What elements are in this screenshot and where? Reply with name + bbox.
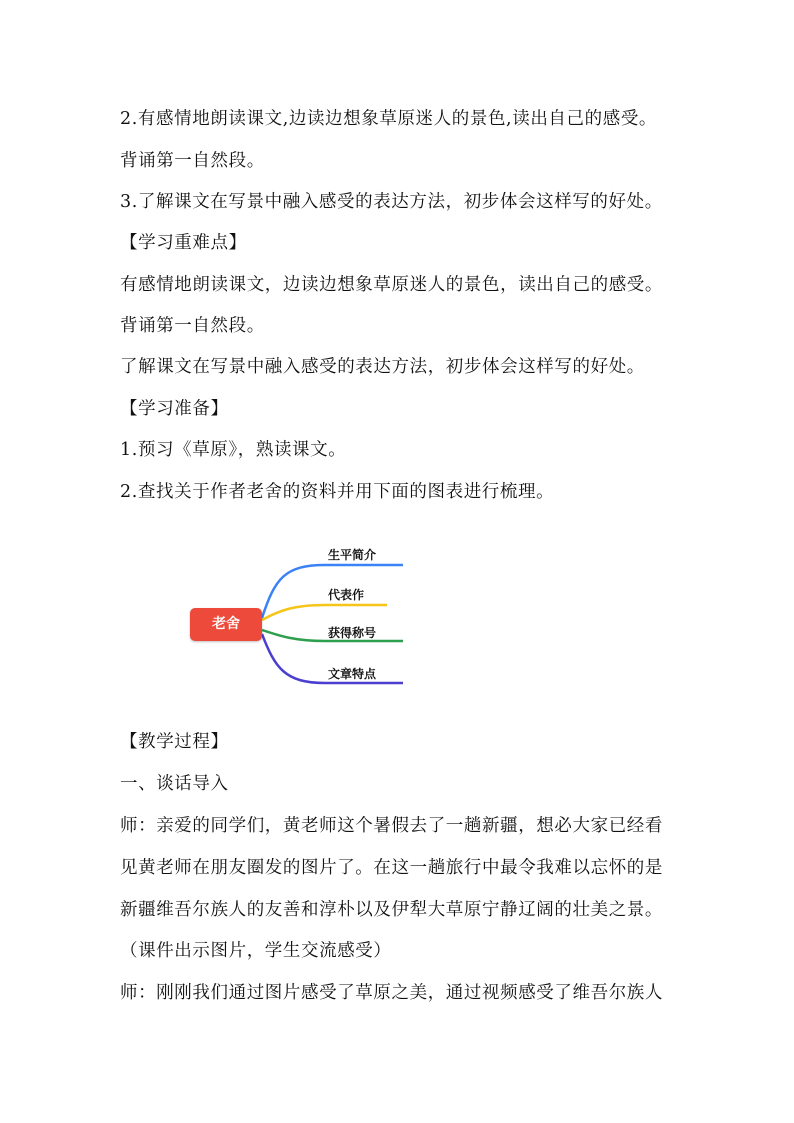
preparation-2: 2.查找关于作者老舍的资料并用下面的图表进行梳理。 [120, 482, 555, 502]
paragraph-line-4: （课件出示图片，学生交流感受） [120, 941, 392, 961]
paragraph-line-2: 见黄老师在朋友圈发的图片了。在这一趟旅行中最令我难以忘怀的是 [120, 858, 663, 878]
section-heading-key-points: 【学习重难点】 [120, 233, 247, 253]
branch-label-masterpieces: 代表作 [328, 588, 365, 602]
mind-map [185, 538, 415, 688]
objective-2-cont: 背诵第一自然段。 [120, 151, 265, 171]
paragraph-line-1: 师：亲爱的同学们，黄老师这个暑假去了一趟新疆，想必大家已经看 [120, 816, 663, 836]
key-point-2: 了解课文在写景中融入感受的表达方法，初步体会这样写的好处。 [120, 357, 645, 377]
branch-label-titles: 获得称号 [328, 626, 377, 640]
step-1-heading: 一、谈话导入 [120, 774, 229, 794]
paragraph-line-3: 新疆维吾尔族人的友善和淳朴以及伊犁大草原宁静辽阔的壮美之景。 [120, 900, 663, 920]
objective-3: 3.了解课文在写景中融入感受的表达方法，初步体会这样写的好处。 [120, 192, 663, 212]
section-heading-teaching-process: 【教学过程】 [120, 732, 229, 752]
objective-2: 2.有感情地朗读课文,边读边想象草原迷人的景色,读出自己的感受。 [120, 109, 658, 129]
center-node-laoshe: 老舍 [190, 608, 262, 641]
branch-line-2 [262, 605, 387, 620]
section-heading-preparation: 【学习准备】 [120, 399, 229, 419]
preparation-1: 1.预习《草原》，熟读课文。 [120, 440, 347, 460]
key-point-1-cont: 背诵第一自然段。 [120, 316, 265, 336]
branch-label-biography: 生平简介 [328, 548, 377, 562]
key-point-1: 有感情地朗读课文，边读边想象草原迷人的景色，读出自己的感受。 [120, 275, 663, 295]
paragraph-line-5: 师：刚刚我们通过图片感受了草原之美，通过视频感受了维吾尔族人 [120, 983, 663, 1003]
branch-label-writing-style: 文章特点 [328, 667, 377, 681]
